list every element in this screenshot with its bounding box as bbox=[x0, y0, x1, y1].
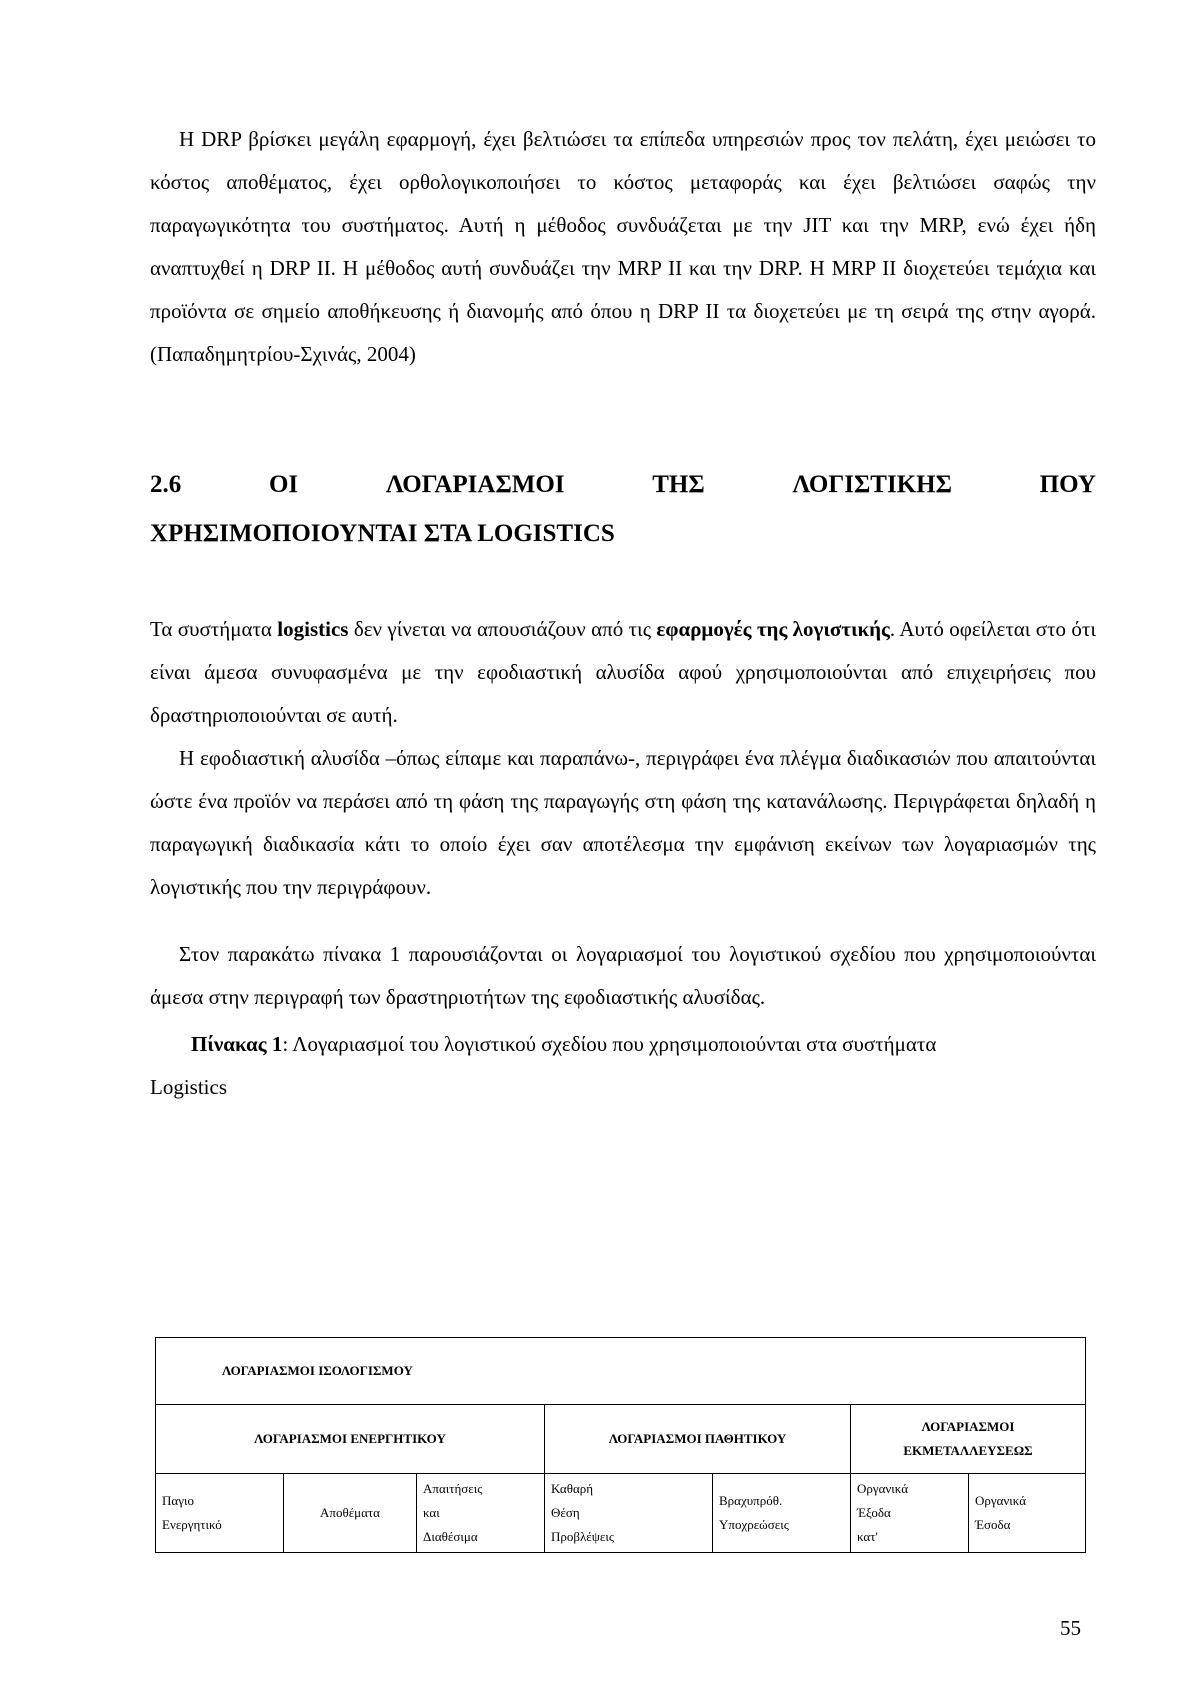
cell-text: Οργανικά bbox=[975, 1493, 1027, 1508]
cell-text: Προβλέψεις bbox=[551, 1529, 614, 1544]
cell-equity bbox=[545, 1474, 713, 1553]
caption-label: Πίνακας 1 bbox=[191, 1032, 283, 1056]
paragraph-table-intro: Στον παρακάτω πίνακα 1 παρουσιάζονται οι λογαριασμοί του λογιστικού σχεδίου που χρησιμοποιούνται άμεσα στην περιγραφή των δραστηριοτήτων της εφοδιαστικής αλυσίδας. bbox=[150, 942, 1096, 1009]
cell-receivables bbox=[417, 1474, 545, 1553]
heading-word: ΟΙ bbox=[268, 471, 299, 498]
cell-text: Έξοδα bbox=[857, 1505, 891, 1520]
heading-line2: ΧΡΗΣΙΜΟΠΟΙΟΥΝΤΑΙ ΣΤΑ LOGISTICS bbox=[150, 520, 615, 547]
cell-text: Βραχυπρόθ. bbox=[719, 1493, 783, 1508]
heading-word: ΤΗΣ bbox=[652, 471, 705, 498]
paragraph-logistics bbox=[150, 608, 1096, 737]
group-results-line1: ΛΟΓΑΡΙΑΣΜΟΙ bbox=[921, 1419, 1015, 1434]
cell-text: κατ' bbox=[857, 1529, 878, 1544]
text-run: Τα συστήματα bbox=[150, 617, 278, 641]
heading-number: 2.6 bbox=[150, 471, 182, 498]
cell-text: Οργανικά bbox=[857, 1481, 909, 1496]
group-results-line2: ΕΚΜΕΤΑΛΛΕΥΣΕΩΣ bbox=[903, 1443, 1033, 1458]
text-bold: logistics bbox=[277, 617, 349, 641]
page-number: 55 bbox=[1060, 1616, 1081, 1640]
cell-text: Παγιο bbox=[162, 1493, 194, 1508]
text-run: . Αυτό οφείλεται στο ότι είναι άμεσα συνυφασμένα με την εφοδιαστική αλυσίδα αφού χρησιμοποιούνται από επιχειρήσεις που δραστηριοποιούνται σε αυτή. bbox=[150, 617, 1097, 727]
paragraph-drp: Η DRP βρίσκει μεγάλη εφαρμογή, έχει βελτιώσει τα επίπεδα υπηρεσιών προς τον πελάτη, έχει μειώσει το κόστος αποθέματος, έχει ορθολογικοποιήσει το κόστος μεταφοράς και έχει βελτιώσει σαφώς την παραγωγικότητα του συστήματος. Αυτή η μέθοδος συνδυάζεται με την JIT και την MRP, ενώ έχει ήδη αναπτυχθεί η DRP II. Η μέθοδος αυτή συνδυάζει την MRP II και την DRP. Η MRP II διοχετεύει τεμάχια και προϊόντα σε σημείο αποθήκευσης ή διανομής από όπου η DRP II τα διοχετεύει με τη σειρά της στην αγορά.(Παπαδημητρίου-Σχινάς, 2004) bbox=[150, 127, 1096, 366]
cell-operating-expenses bbox=[851, 1474, 969, 1553]
cell-text: Καθαρή bbox=[551, 1481, 594, 1496]
caption-line2: Logistics bbox=[150, 1075, 227, 1099]
text-run: δεν γίνεται να απουσιάζουν από τις bbox=[348, 617, 657, 641]
cell-short-term-liabilities bbox=[713, 1474, 851, 1553]
cell-fixed-assets bbox=[156, 1474, 284, 1553]
heading-word: ΛΟΓΑΡΙΑΣΜΟΙ bbox=[385, 471, 565, 498]
group-assets: ΛΟΓΑΡΙΑΣΜΟΙ ΕΝΕΡΓΗΤΙΚΟΥ bbox=[156, 1405, 545, 1474]
page-body bbox=[150, 118, 1096, 1109]
cell-text: Διαθέσιμα bbox=[423, 1529, 478, 1544]
section-heading bbox=[150, 460, 1096, 558]
cell-inventory: Αποθέματα bbox=[284, 1474, 417, 1553]
table-title: ΛΟΓΑΡΙΑΣΜΟΙ ΙΣΟΛΟΓΙΣΜΟΥ bbox=[156, 1338, 1086, 1405]
cell-text: Απαιτήσεις bbox=[423, 1481, 483, 1496]
cell-text: Υποχρεώσεις bbox=[719, 1517, 789, 1532]
paragraph-supply-chain: Η εφοδιαστική αλυσίδα –όπως είπαμε και παραπάνω-, περιγράφει ένα πλέγμα διαδικασιών που απαιτούνται ώστε ένα προϊόν να περάσει από τη φάση της παραγωγής στη φάση της κατανάλωσης. Περιγράφεται δηλαδή η παραγωγική διαδικασία κάτι το οποίο έχει σαν αποτέλεσμα την εμφάνιση εκείνων των λογαριασμών της λογιστικής που την περιγράφουν. bbox=[150, 746, 1096, 899]
cell-text: και bbox=[423, 1505, 440, 1520]
group-liabilities: ΛΟΓΑΡΙΑΣΜΟΙ ΠΑΘΗΤΙΚΟΥ bbox=[545, 1405, 851, 1474]
text-bold: εφαρμογές της λογιστικής bbox=[656, 617, 890, 641]
cell-operating-income bbox=[969, 1474, 1086, 1553]
heading-word: ΠΟΥ bbox=[1039, 471, 1096, 498]
group-results bbox=[851, 1405, 1086, 1474]
caption-text: : Λογαριασμοί του λογιστικού σχεδίου που χρησιμοποιούνται στα συστήματα bbox=[282, 1032, 937, 1056]
cell-text: Θέση bbox=[551, 1505, 580, 1520]
heading-word: ΛΟΓΙΣΤΙΚΗΣ bbox=[792, 471, 952, 498]
cell-text: Έσοδα bbox=[975, 1517, 1011, 1532]
table-caption bbox=[150, 1023, 1096, 1109]
accounts-table bbox=[155, 1337, 1086, 1553]
cell-text: Ενεργητικό bbox=[162, 1517, 222, 1532]
